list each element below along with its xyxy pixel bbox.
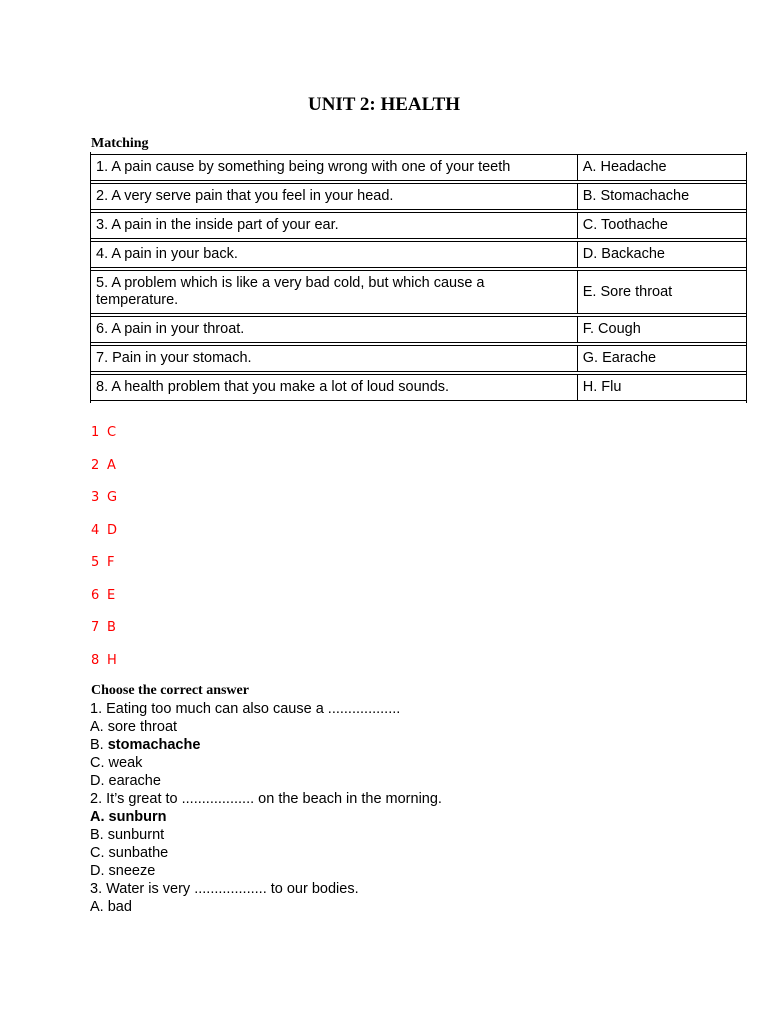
term-cell: D. Backache [578, 241, 746, 268]
answer-letter: G [107, 490, 118, 505]
answer-item [91, 652, 117, 685]
page-title: UNIT 2: HEALTH [307, 94, 461, 115]
table-row [91, 345, 746, 372]
answer-letter: F [107, 555, 115, 570]
answer-number: 1 [91, 425, 100, 440]
answer-number: 5 [91, 555, 100, 570]
answer-letter: E [107, 587, 116, 603]
choose-label: Choose the correct answer [91, 683, 249, 698]
definition-line: temperature. [96, 292, 179, 308]
answer-item [91, 457, 117, 490]
answer-number: 7 [91, 620, 100, 635]
correct-option: stomachache [107, 737, 201, 753]
option-b: B. sunburnt [90, 827, 165, 843]
answer-number: 4 [91, 522, 100, 538]
term-cell: E. Sore throat [578, 270, 746, 314]
quiz-section [90, 700, 442, 916]
answer-key [91, 424, 117, 684]
answer-item [91, 587, 117, 620]
matching-table [90, 152, 747, 403]
definition-cell: 6. A pain in your throat. [91, 316, 578, 343]
answer-letter: H [107, 652, 117, 668]
term-cell: A. Headache [578, 154, 746, 181]
answer-number: 6 [91, 587, 100, 603]
option-b [90, 736, 442, 754]
answer-item [91, 424, 117, 457]
option-d: D. sneeze [90, 863, 156, 879]
answer-item [91, 619, 117, 652]
definition-cell: 3. A pain in the inside part of your ear. [91, 212, 578, 239]
table-row [91, 212, 746, 239]
term-cell: B. Stomachache [578, 183, 746, 210]
answer-number: 3 [91, 490, 100, 505]
answer-letter: D [107, 522, 118, 538]
definition-cell [91, 270, 578, 314]
option-c: C. weak [90, 755, 143, 771]
option-a: A. bad [90, 899, 132, 915]
question-text: 3. Water is very .................. to our bodies. [90, 881, 359, 897]
term-cell: C. Toothache [578, 212, 746, 239]
table-row [91, 183, 746, 210]
answer-letter: B [107, 620, 116, 635]
answer-number: 8 [91, 652, 100, 668]
definition-cell: 2. A very serve pain that you feel in your head. [91, 183, 578, 210]
answer-item [91, 489, 117, 522]
question-text: 2. It’s great to .................. on the beach in the morning. [90, 791, 442, 807]
question-text: 1. Eating too much can also cause a .................. [90, 701, 401, 717]
option-prefix: B. [90, 737, 108, 753]
definition-cell: 4. A pain in your back. [91, 241, 578, 268]
table-row [91, 241, 746, 268]
answer-letter: A [107, 457, 116, 473]
definition-cell: 1. A pain cause by something being wrong with one of your teeth [91, 154, 578, 181]
option-d: D. earache [90, 773, 161, 789]
answer-item [91, 522, 117, 555]
table-row [91, 374, 746, 401]
table-row [91, 316, 746, 343]
table-row [91, 270, 746, 314]
answer-number: 2 [91, 457, 100, 473]
table-row [91, 154, 746, 181]
definition-line: 5. A problem which is like a very bad cold, but which cause a [96, 275, 485, 291]
definition-cell: 7. Pain in your stomach. [91, 345, 578, 372]
term-cell: G. Earache [578, 345, 746, 372]
definition-cell: 8. A health problem that you make a lot of loud sounds. [91, 374, 578, 401]
correct-option: A. sunburn [90, 809, 167, 825]
answer-letter: C [107, 425, 117, 440]
term-cell: H. Flu [578, 374, 746, 401]
answer-item [91, 554, 117, 587]
term-cell: F. Cough [578, 316, 746, 343]
matching-label: Matching [91, 136, 149, 151]
option-a: A. sore throat [90, 719, 178, 735]
option-c: C. sunbathe [90, 845, 169, 861]
